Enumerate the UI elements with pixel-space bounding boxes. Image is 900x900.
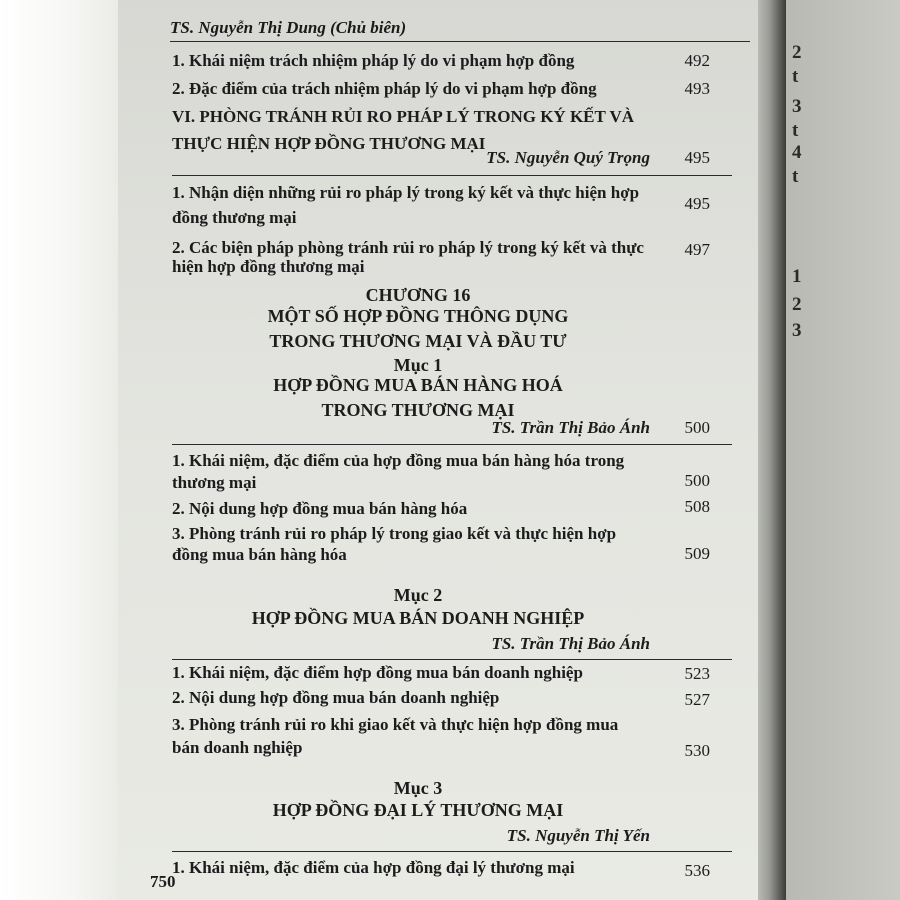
toc-author: TS. Trần Thị Bảo Ánh [491, 634, 650, 653]
subsection-title: TRONG THƯƠNG MẠI [321, 400, 515, 420]
toc-page-number: 492 [684, 51, 710, 70]
facing-page-text: 1 [792, 266, 802, 287]
subsection-title: HỢP ĐỒNG ĐẠI LÝ THƯƠNG MẠI [272, 800, 564, 820]
toc-entry: 2. Các biện pháp phòng tránh rủi ro pháp lý trong ký kết và thực [172, 238, 644, 257]
facing-page-text: t [792, 66, 799, 87]
facing-page-text: t [792, 166, 799, 187]
subsection-title: HỢP ĐỒNG MUA BÁN DOANH NGHIỆP [251, 608, 585, 628]
book-spine [758, 0, 786, 900]
toc-entry: 1. Khái niệm trách nhiệm pháp lý do vi phạm hợp đồng [172, 51, 575, 70]
toc-page-number: 536 [684, 861, 710, 880]
subsection-title: HỢP ĐỒNG MUA BÁN HÀNG HOÁ [273, 375, 563, 395]
facing-page-text: 2 [792, 294, 802, 315]
facing-page [786, 0, 900, 900]
toc-section-heading: VI. PHÒNG TRÁNH RỦI RO PHÁP LÝ TRONG KÝ KẾT VÀ [172, 107, 635, 126]
subsection-number: Mục 2 [393, 585, 443, 605]
toc-page-number: 509 [684, 544, 710, 563]
chapter-title: TRONG THƯƠNG MẠI VÀ ĐẦU TƯ [269, 331, 567, 351]
toc-page-number: 495 [684, 194, 710, 213]
header-rule [170, 41, 750, 42]
toc-author: TS. Nguyễn Quý Trọng [486, 148, 650, 167]
toc-author: TS. Nguyễn Thị Yến [506, 826, 650, 845]
book-page [118, 0, 758, 900]
left-margin [0, 0, 120, 900]
toc-entry: 3. Phòng tránh rủi ro pháp lý trong giao kết và thực hiện hợp [172, 524, 617, 543]
toc-page-number: 500 [684, 418, 710, 437]
toc-entry: 1. Nhận diện những rủi ro pháp lý trong ký kết và thực hiện hợp [172, 183, 640, 202]
toc-entry: đồng thương mại [172, 208, 297, 227]
facing-page-text: t [792, 120, 799, 141]
facing-page-text: 3 [792, 320, 802, 341]
toc-page-number: 508 [684, 497, 710, 516]
facing-page-text: 2 [792, 42, 802, 63]
toc-entry: bán doanh nghiệp [172, 738, 303, 757]
toc-entry: hiện hợp đồng thương mại [172, 257, 365, 276]
toc-page-number: 530 [684, 741, 710, 760]
running-header: TS. Nguyễn Thị Dung (Chủ biên) [170, 18, 407, 37]
toc-page-number: 495 [684, 148, 710, 167]
toc-entry: 2. Đặc điểm của trách nhiệm pháp lý do vi phạm hợp đồng [172, 79, 597, 98]
toc-author: TS. Trần Thị Bảo Ánh [491, 418, 650, 437]
divider [172, 175, 732, 176]
toc-page-number: 497 [684, 240, 710, 259]
toc-entry: thương mại [172, 473, 257, 492]
chapter-number: CHƯƠNG 16 [365, 285, 471, 305]
toc-page-number: 527 [684, 690, 710, 709]
divider [172, 444, 732, 445]
toc-entry: 1. Khái niệm, đặc điểm của hợp đồng đại lý thương mại [172, 858, 575, 877]
divider [172, 659, 732, 660]
toc-entry: 2. Nội dung hợp đồng mua bán doanh nghiệp [172, 688, 500, 707]
toc-entry: đồng mua bán hàng hóa [172, 545, 347, 564]
toc-entry: 1. Khái niệm, đặc điểm hợp đồng mua bán doanh nghiệp [172, 663, 583, 682]
toc-section-heading: THỰC HIỆN HỢP ĐỒNG THƯƠNG MẠI [172, 134, 486, 153]
facing-page-text: 4 [792, 142, 802, 163]
toc-entry: 1. Khái niệm, đặc điểm của hợp đồng mua bán hàng hóa trong [172, 451, 625, 470]
facing-page-text: 3 [792, 96, 802, 117]
toc-entry: 3. Phòng tránh rủi ro khi giao kết và thực hiện hợp đồng mua [172, 715, 619, 734]
toc-page-number: 500 [684, 471, 710, 490]
subsection-number: Mục 3 [393, 778, 443, 798]
toc-entry: 2. Nội dung hợp đồng mua bán hàng hóa [172, 499, 468, 518]
toc-page-number: 523 [684, 664, 710, 683]
chapter-title: MỘT SỐ HỢP ĐỒNG THÔNG DỤNG [267, 306, 569, 326]
toc-page-number: 493 [684, 79, 710, 98]
divider [172, 851, 732, 852]
subsection-number: Mục 1 [393, 355, 443, 375]
page-number-footer: 750 [150, 872, 176, 891]
